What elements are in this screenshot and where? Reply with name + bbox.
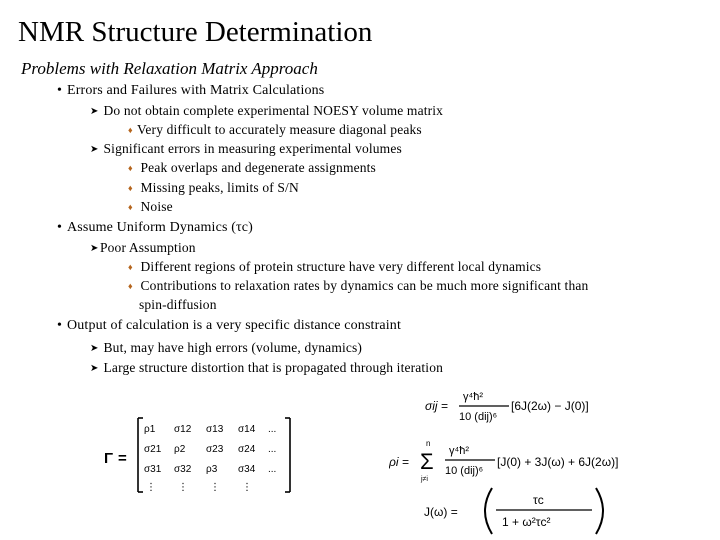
matrix-cell: ...: [268, 464, 277, 475]
matrix-equals: =: [118, 450, 127, 467]
outline-text: Large structure distortion that is propagated through iteration: [100, 360, 444, 375]
outline-text: Contributions to relaxation rates by dynamics can be much more significant than: [137, 278, 589, 293]
bullet-icon: •: [57, 220, 63, 235]
diamond-bullet-icon: ♦: [128, 281, 133, 291]
outline-text: Different regions of protein structure have very different local dynamics: [137, 259, 542, 274]
right-paren: [596, 488, 603, 534]
outline-item: [90, 359, 443, 378]
relaxation-matrix: [100, 408, 300, 500]
diamond-bullet-icon: ♦: [128, 262, 133, 272]
matrix-cell: σ34: [238, 464, 256, 475]
outline-text: Output of calculation is a very specific distance constraint: [67, 318, 402, 333]
matrix-cell: σ31: [144, 464, 162, 475]
diamond-bullet-icon: ♦: [128, 183, 133, 193]
outline-item: [128, 198, 173, 216]
diamond-bullet-icon: ♦: [128, 125, 133, 135]
outline-text: Poor Assumption: [100, 240, 196, 255]
slide-subtitle: Problems with Relaxation Matrix Approach: [21, 59, 318, 78]
outline-item: [128, 277, 588, 295]
outline-text: Errors and Failures with Matrix Calculations: [67, 83, 325, 98]
outline-item: [139, 296, 217, 314]
matrix-cell: σ23: [206, 444, 224, 455]
left-paren: [485, 488, 492, 534]
outline-text: spin-diffusion: [139, 297, 217, 312]
matrix-cell: σ13: [206, 424, 224, 435]
sum-upper-limit: n: [426, 439, 431, 448]
diamond-bullet-icon: ♦: [128, 202, 133, 212]
gamma-symbol: Γ: [104, 450, 114, 467]
j-lhs: J(ω) =: [424, 505, 458, 519]
matrix-cell: ...: [268, 444, 277, 455]
sigma-lhs: σij =: [425, 399, 448, 413]
diamond-bullet-icon: ♦: [128, 163, 133, 173]
matrix-cell: σ21: [144, 444, 162, 455]
outline-item: [90, 102, 443, 121]
arrow-bullet-icon: ➤: [90, 243, 99, 254]
matrix-cell: σ12: [174, 424, 192, 435]
sigma-denominator: 10 (dij)⁶: [459, 411, 498, 423]
outline-item: [128, 159, 376, 177]
matrix-cell: σ32: [174, 464, 192, 475]
outline-item: [57, 317, 401, 335]
outline-text: Assume Uniform Dynamics (τc): [67, 220, 253, 235]
arrow-bullet-icon: ➤: [90, 363, 99, 374]
sigma-rhs: [6J(2ω) − J(0)]: [511, 399, 589, 413]
matrix-cell: ρ2: [174, 444, 186, 455]
sigma-equation: [425, 384, 625, 428]
arrow-bullet-icon: ➤: [90, 343, 99, 354]
outline-text: Peak overlaps and degenerate assignments: [137, 160, 376, 175]
bullet-icon: •: [57, 318, 63, 333]
rho-denominator: 10 (dij)⁶: [445, 465, 484, 477]
j-numerator: τc: [533, 493, 544, 507]
slide-title: NMR Structure Determination: [18, 16, 373, 48]
outline-text: Missing peaks, limits of S/N: [137, 180, 299, 195]
matrix-cell: ρ3: [206, 464, 218, 475]
spectral-density-equation: [420, 486, 630, 536]
bullet-icon: •: [57, 83, 63, 98]
outline-text: Significant errors in measuring experimental volumes: [100, 141, 402, 156]
rho-lhs: ρi =: [389, 455, 409, 469]
outline-item: [90, 339, 362, 358]
rho-rhs: [J(0) + 3J(ω) + 6J(2ω)]: [497, 455, 619, 469]
sum-lower-limit: j≠i: [421, 476, 428, 483]
outline-item: [128, 258, 541, 276]
outline-item: [90, 239, 196, 258]
matrix-cell: ...: [268, 424, 277, 435]
matrix-cell: σ24: [238, 444, 256, 455]
sigma-numerator: γ⁴ħ²: [463, 391, 484, 403]
outline-text: But, may have high errors (volume, dynamics): [100, 340, 363, 355]
matrix-cell: ρ1: [144, 424, 156, 435]
rho-numerator: γ⁴ħ²: [449, 445, 470, 457]
outline-text: Noise: [137, 199, 173, 214]
matrix-cell: ⋮: [178, 482, 188, 493]
matrix-cell: σ14: [238, 424, 256, 435]
outline-item: [57, 82, 324, 100]
arrow-bullet-icon: ➤: [90, 144, 99, 155]
outline-text: Do not obtain complete experimental NOESY volume matrix: [100, 103, 444, 118]
matrix-cell: ⋮: [146, 482, 156, 493]
outline-text: Very difficult to accurately measure diagonal peaks: [137, 122, 422, 137]
matrix-cell: ⋮: [242, 482, 252, 493]
j-denominator: 1 + ω²τc²: [502, 515, 551, 529]
outline-item: [128, 121, 422, 139]
arrow-bullet-icon: ➤: [90, 106, 99, 117]
rho-equation: [389, 438, 649, 484]
sum-symbol: Σ: [420, 449, 434, 474]
outline-item: [128, 179, 299, 197]
matrix-cell: ⋮: [210, 482, 220, 493]
outline-item: [90, 140, 402, 159]
outline-item: [57, 219, 253, 237]
